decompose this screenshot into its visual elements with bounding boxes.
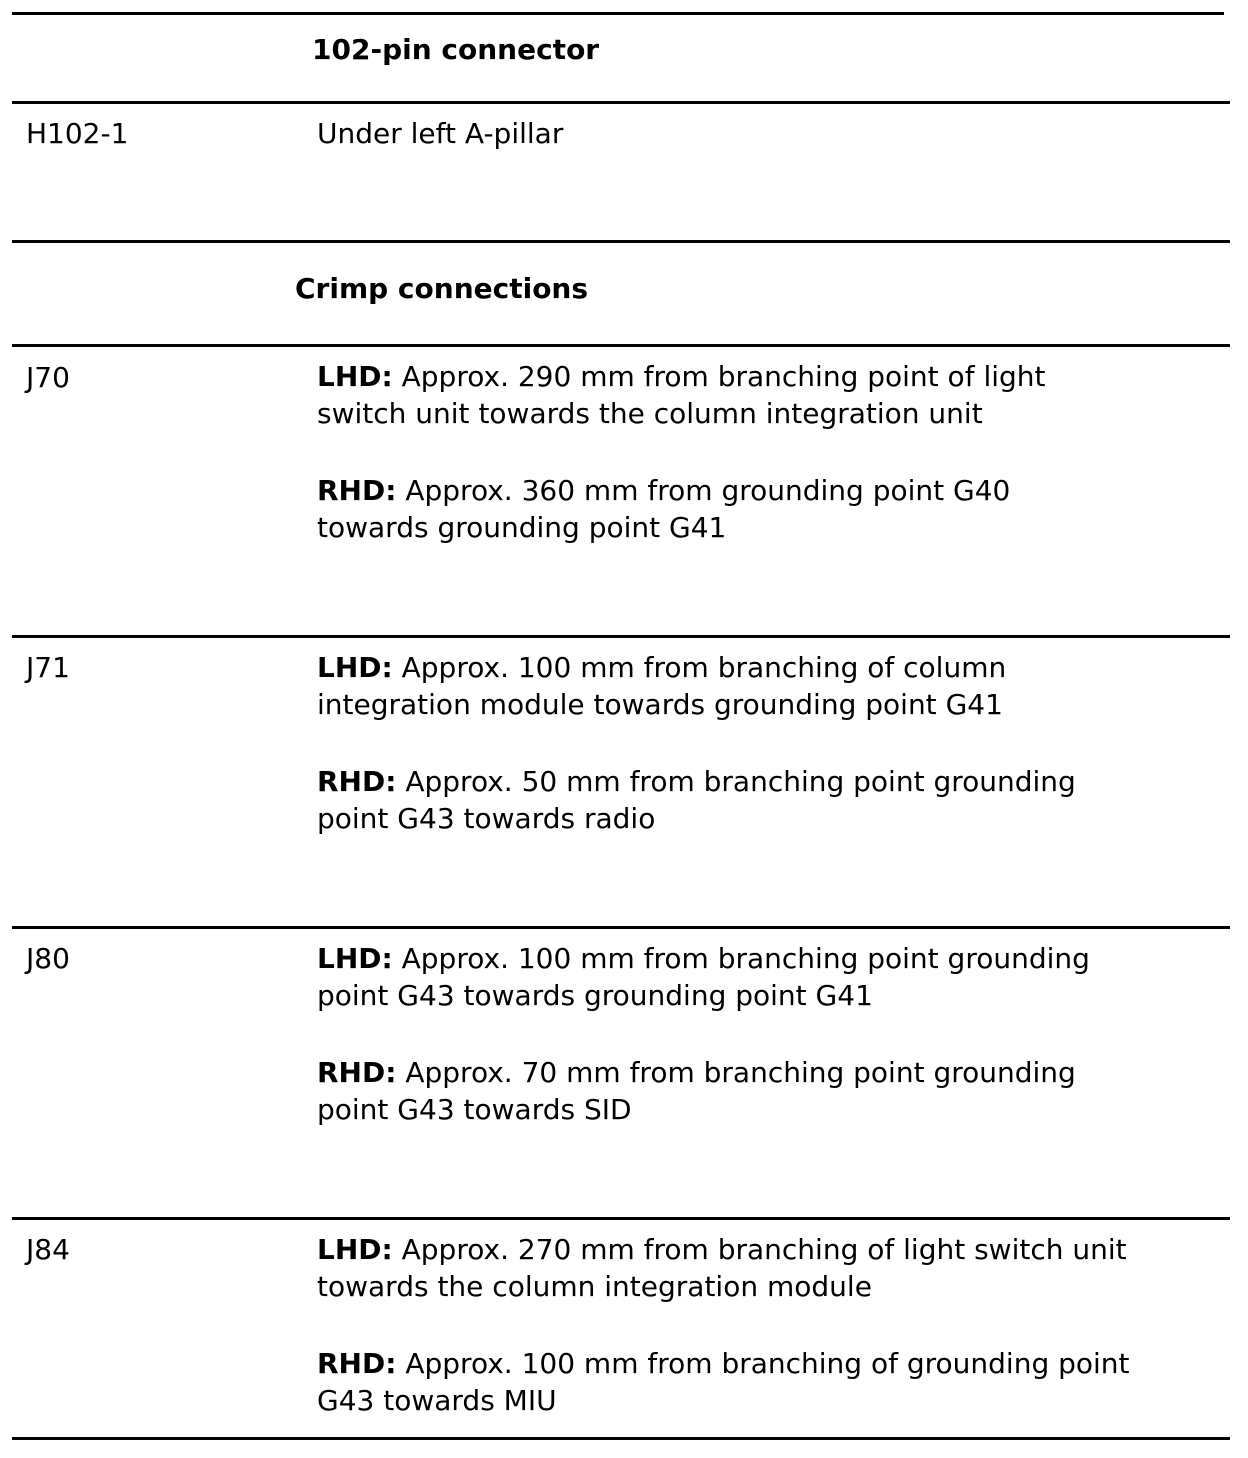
table-bottom-rule <box>12 1437 1230 1440</box>
lhd-text-line1: Approx. 100 mm from branching point grounding <box>401 942 1090 975</box>
rhd-paragraph <box>317 763 1076 837</box>
rhd-paragraph <box>317 1345 1130 1419</box>
lhd-text-line2: point G43 towards grounding point G41 <box>317 979 873 1012</box>
rhd-text-line1: Approx. 100 mm from branching of grounding point <box>405 1347 1130 1380</box>
table-top-rule <box>12 12 1224 15</box>
connector-location: Under left A-pillar <box>317 117 564 150</box>
lhd-text-line1: Approx. 270 mm from branching of light switch unit <box>401 1233 1127 1266</box>
rhd-text-line2: point G43 towards radio <box>317 802 656 835</box>
heading-rule <box>12 344 1230 347</box>
lhd-label: LHD: <box>317 651 393 684</box>
lhd-paragraph <box>317 940 1090 1014</box>
lhd-text-line1: Approx. 100 mm from branching of column <box>401 651 1007 684</box>
rhd-text-line1: Approx. 50 mm from branching point grounding <box>405 765 1076 798</box>
connector-code: H102-1 <box>26 117 129 150</box>
rhd-label: RHD: <box>317 1056 397 1089</box>
heading-rule <box>12 101 1230 104</box>
lhd-text-line1: Approx. 290 mm from branching point of light <box>401 360 1046 393</box>
crimp-code: J80 <box>26 942 70 975</box>
rhd-text-line2: towards grounding point G41 <box>317 511 727 544</box>
crimp-description <box>317 358 1046 546</box>
section-heading-crimp: Crimp connections <box>295 272 589 305</box>
section-heading-connector: 102-pin connector <box>312 33 600 66</box>
crimp-code: J84 <box>26 1233 70 1266</box>
lhd-text-line2: integration module towards grounding point G41 <box>317 688 1003 721</box>
lhd-paragraph <box>317 1231 1130 1305</box>
lhd-paragraph <box>317 358 1046 432</box>
row-rule <box>12 926 1230 929</box>
crimp-description <box>317 649 1076 837</box>
crimp-code: J70 <box>26 361 70 394</box>
crimp-description <box>317 1231 1130 1419</box>
lhd-label: LHD: <box>317 360 393 393</box>
row-rule <box>12 1217 1230 1220</box>
rhd-paragraph <box>317 1054 1090 1128</box>
crimp-description <box>317 940 1090 1128</box>
rhd-text-line2: G43 towards MIU <box>317 1384 557 1417</box>
rhd-label: RHD: <box>317 474 397 507</box>
rhd-text-line2: point G43 towards SID <box>317 1093 632 1126</box>
section-rule <box>12 240 1230 243</box>
lhd-text-line2: switch unit towards the column integration unit <box>317 397 983 430</box>
row-rule <box>12 635 1230 638</box>
lhd-label: LHD: <box>317 1233 393 1266</box>
rhd-text-line1: Approx. 70 mm from branching point grounding <box>405 1056 1076 1089</box>
rhd-label: RHD: <box>317 1347 397 1380</box>
lhd-text-line2: towards the column integration module <box>317 1270 872 1303</box>
crimp-code: J71 <box>26 651 70 684</box>
lhd-label: LHD: <box>317 942 393 975</box>
rhd-paragraph <box>317 472 1046 546</box>
rhd-text-line1: Approx. 360 mm from grounding point G40 <box>405 474 1011 507</box>
lhd-paragraph <box>317 649 1076 723</box>
rhd-label: RHD: <box>317 765 397 798</box>
